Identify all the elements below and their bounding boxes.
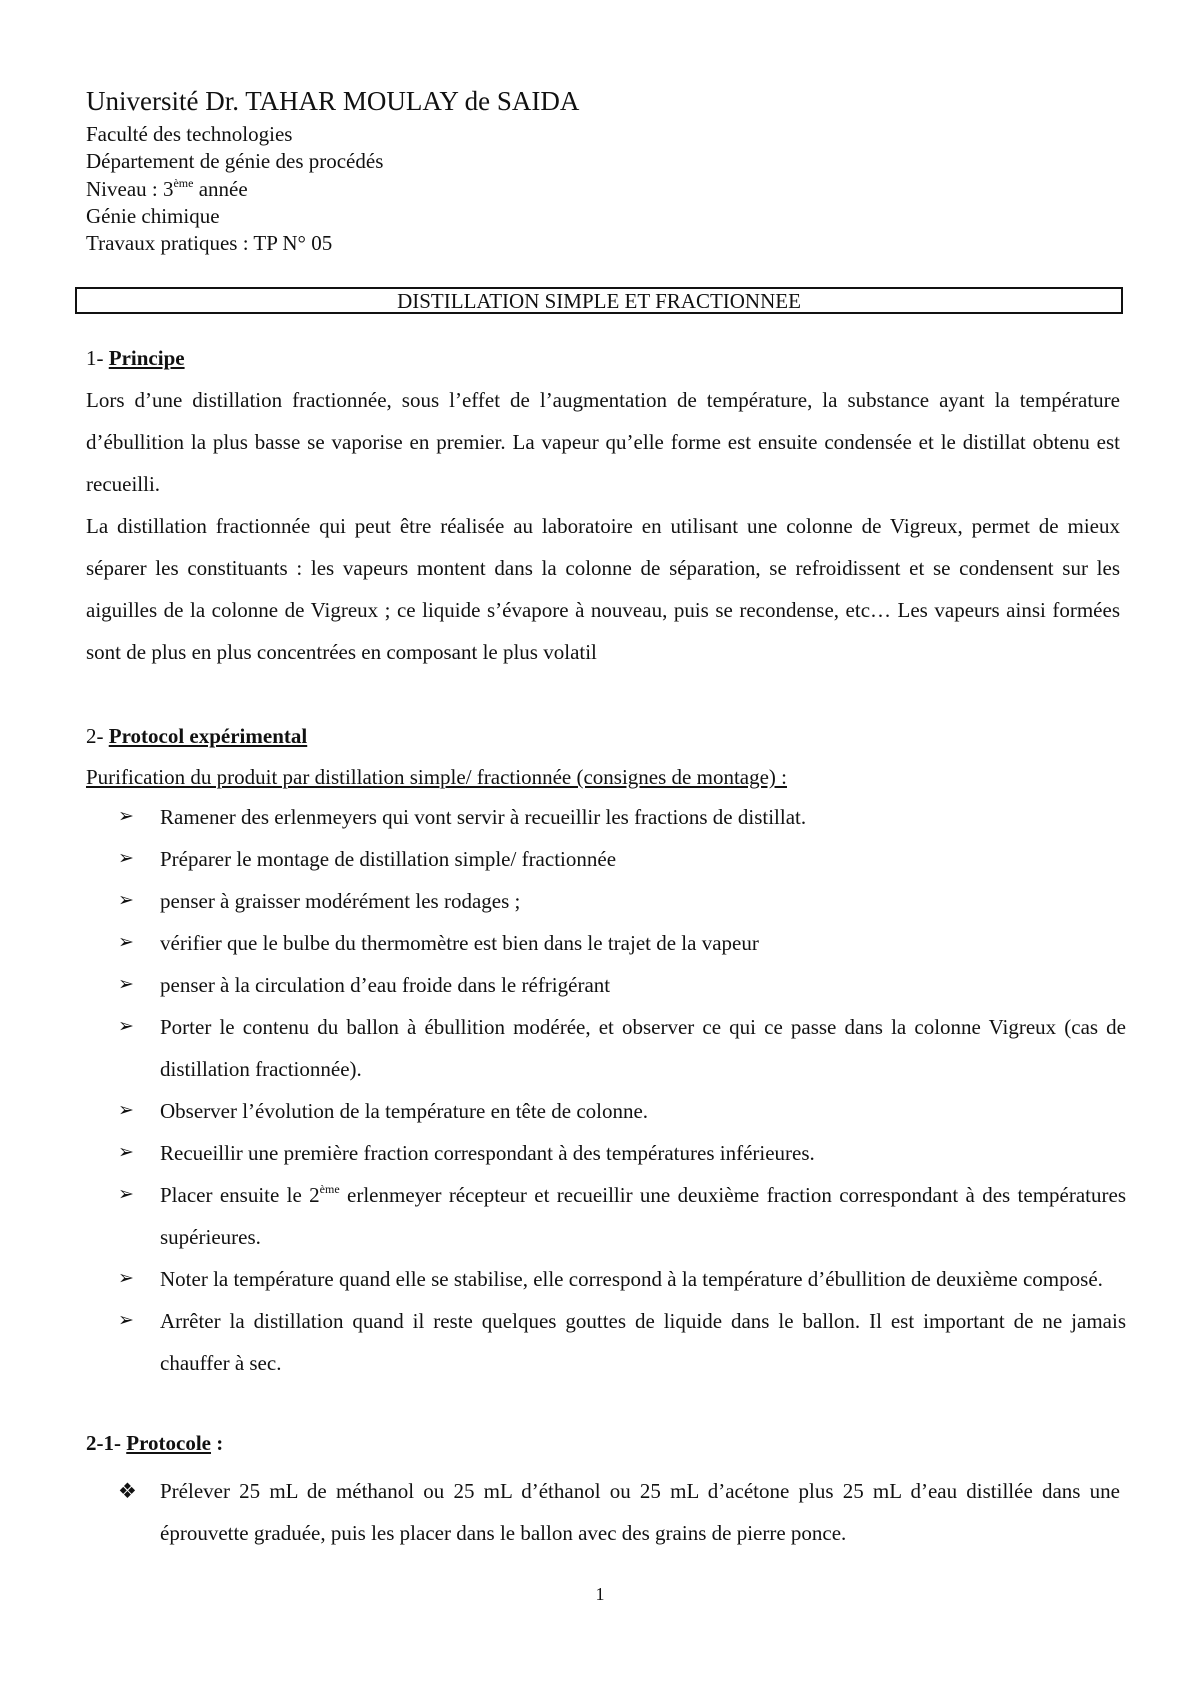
- arrow-bullet-icon: ➢: [118, 1142, 134, 1163]
- protocol-substeps-list: [86, 1470, 1120, 1554]
- section-2-heading: [86, 722, 307, 750]
- list-item: ➢ Préparer le montage de distillation simple/ fractionnée: [86, 838, 1126, 880]
- level-suffix: année: [193, 177, 248, 201]
- arrow-bullet-icon: ➢: [118, 1100, 134, 1121]
- arrow-bullet-icon: ➢: [118, 848, 134, 869]
- arrow-bullet-icon: ➢: [118, 1016, 134, 1037]
- faculty-line: Faculté des technologies: [86, 122, 293, 146]
- specialty-line: Génie chimique: [86, 204, 220, 228]
- list-item: ❖ Prélever 25 mL de méthanol ou 25 mL d’éthanol ou 25 mL d’acétone plus 25 mL d’eau distillée dans une éprouvette graduée, puis les placer dans le ballon avec des grains de pierre ponce.: [86, 1470, 1120, 1554]
- list-item: ➢ penser à graisser modérément les rodages ;: [86, 880, 1126, 922]
- list-item: ➢ Ramener des erlenmeyers qui vont servir à recueillir les fractions de distillat.: [86, 796, 1126, 838]
- arrow-bullet-icon: ➢: [118, 1184, 134, 1205]
- diamond-bullet-icon: ❖: [118, 1479, 137, 1503]
- protocol-subheading: Purification du produit par distillation simple/ fractionnée (consignes de montage) :: [86, 765, 787, 789]
- arrow-bullet-icon: ➢: [118, 806, 134, 827]
- section-1-heading: [86, 344, 185, 372]
- arrow-bullet-icon: ➢: [118, 974, 134, 995]
- section-2-1-title: Protocole: [126, 1431, 211, 1455]
- level-prefix: Niveau : 3: [86, 177, 174, 201]
- page-number: 1: [595, 1584, 605, 1604]
- list-item: ➢ Arrêter la distillation quand il reste quelques gouttes de liquide dans le ballon. Il est important de ne jamais chauffer à sec.: [86, 1300, 1126, 1384]
- principle-paragraph-2: La distillation fractionnée qui peut être réalisée au laboratoire en utilisant une colonne de Vigreux, permet de mieux séparer les constituants : les vapeurs montent dans la colonne de séparation, se refroidissent et se condensent sur les aiguilles de la colonne de Vigreux ; ce liquide s’évapore à nouveau, puis se recondense, etc… Les vapeurs ainsi formées sont de plus en plus concentrées en composant le plus volatil: [86, 514, 1120, 664]
- section-1-title: Principe: [108, 346, 185, 370]
- list-item: ➢ vérifier que le bulbe du thermomètre est bien dans le trajet de la vapeur: [86, 922, 1126, 964]
- list-item: ➢ Porter le contenu du ballon à ébullition modérée, et observer ce qui ce passe dans la colonne Vigreux (cas de distillation fractionnée).: [86, 1006, 1126, 1090]
- section-1-number: 1-: [86, 346, 109, 370]
- practical-line: Travaux pratiques : TP N° 05: [86, 231, 333, 255]
- section-2-number: 2-: [86, 724, 109, 748]
- level-line: [86, 175, 248, 203]
- level-superscript: ème: [173, 176, 194, 190]
- principle-paragraph-1: Lors d’une distillation fractionnée, sous l’effet de l’augmentation de température, la substance ayant la température d’ébullition la plus basse se vaporise en premier. La vapeur qu’elle forme est ensuite condensée et le distillat obtenu est recueilli.: [86, 388, 1120, 496]
- department-line: Département de génie des procédés: [86, 149, 384, 173]
- list-item: ➢ Placer ensuite le 2ème erlenmeyer récepteur et recueillir une deuxième fraction correspondant à des températures supérieures.: [86, 1174, 1126, 1258]
- arrow-bullet-icon: ➢: [118, 1268, 134, 1289]
- university-name: Université Dr. TAHAR MOULAY de SAIDA: [86, 86, 580, 116]
- arrow-bullet-icon: ➢: [118, 890, 134, 911]
- section-2-1-number: 2-1-: [86, 1431, 127, 1455]
- list-item: ➢ Recueillir une première fraction correspondant à des températures inférieures.: [86, 1132, 1126, 1174]
- protocol-steps-list: [86, 796, 1126, 1384]
- list-item: ➢ Observer l’évolution de la température en tête de colonne.: [86, 1090, 1126, 1132]
- list-item: ➢ penser à la circulation d’eau froide dans le réfrigérant: [86, 964, 1126, 1006]
- arrow-bullet-icon: ➢: [118, 932, 134, 953]
- arrow-bullet-icon: ➢: [118, 1310, 134, 1331]
- document-title-box: DISTILLATION SIMPLE ET FRACTIONNEE: [75, 287, 1123, 314]
- list-item: ➢ Noter la température quand elle se stabilise, elle correspond à la température d’ébullition de deuxième composé.: [86, 1258, 1126, 1300]
- section-2-1-heading: 2-1- Protocole :: [86, 1431, 224, 1455]
- section-2-title: Protocol expérimental: [108, 724, 308, 748]
